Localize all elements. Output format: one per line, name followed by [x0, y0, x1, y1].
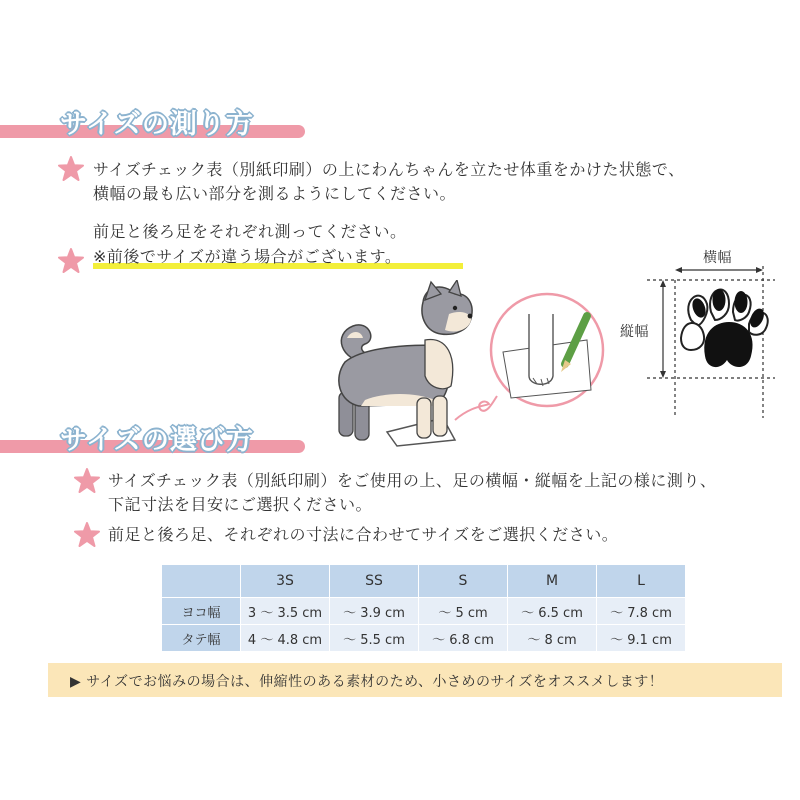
section1-line3: 前足と後ろ足をそれぞれ測ってください。	[93, 222, 407, 241]
table-cell: ～ 6.5 cm	[508, 598, 596, 624]
table-cell: ～ 9.1 cm	[597, 625, 685, 651]
section1-line4: ※前後でサイズが違う場合がございます。	[93, 247, 402, 266]
section2-line3: 前足と後ろ足、それぞれの寸法に合わせてサイズをご選択ください。	[108, 525, 619, 544]
section1-line1: サイズチェック表（別紙印刷）の上にわんちゃんを立たせ体重をかけた状態で、	[93, 160, 685, 179]
section2-title: サイズの選び方	[60, 425, 254, 456]
table-header-cell: L	[597, 565, 685, 597]
star-icon	[58, 156, 84, 182]
table-row-label: ヨコ幅	[162, 598, 240, 624]
table-cell: ～ 6.8 cm	[419, 625, 507, 651]
table-cell: ～ 5.5 cm	[330, 625, 418, 651]
star-icon	[74, 522, 100, 548]
paw-width-label: 横幅	[703, 250, 732, 266]
table-row-label: タテ幅	[162, 625, 240, 651]
size-table	[161, 564, 686, 652]
table-row	[162, 625, 685, 651]
dog-illustration	[325, 280, 605, 450]
star-icon	[74, 468, 100, 494]
recommendation-text: ▶ サイズでお悩みの場合は、伸縮性のある素材のため、小さめのサイズをオススメします！	[70, 674, 664, 690]
table-header-cell	[162, 565, 240, 597]
section1-title: サイズの測り方	[60, 109, 254, 140]
recommendation-banner	[48, 663, 782, 697]
table-cell: ～ 7.8 cm	[597, 598, 685, 624]
table-header-cell: S	[419, 565, 507, 597]
table-cell: ～ 5 cm	[419, 598, 507, 624]
table-cell: 3 ～ 3.5 cm	[241, 598, 329, 624]
table-header-cell: SS	[330, 565, 418, 597]
table-header-cell: M	[508, 565, 596, 597]
star-icon	[58, 248, 84, 274]
table-cell: ～ 3.9 cm	[330, 598, 418, 624]
section1-line2: 横幅の最も広い部分を測るようにしてください。	[93, 184, 457, 203]
section2-line1: サイズチェック表（別紙印刷）をご使用の上、足の横幅・縦幅を上記の様に測り、	[108, 471, 717, 490]
table-cell: ～ 8 cm	[508, 625, 596, 651]
paw-measure-diagram	[645, 260, 785, 420]
table-header-cell: 3S	[241, 565, 329, 597]
paw-height-label: 縦幅	[620, 324, 649, 340]
section2-line2: 下記寸法を目安にご選択ください。	[108, 495, 373, 514]
table-row	[162, 598, 685, 624]
table-cell: 4 ～ 4.8 cm	[241, 625, 329, 651]
size-table-header-row	[162, 565, 685, 597]
